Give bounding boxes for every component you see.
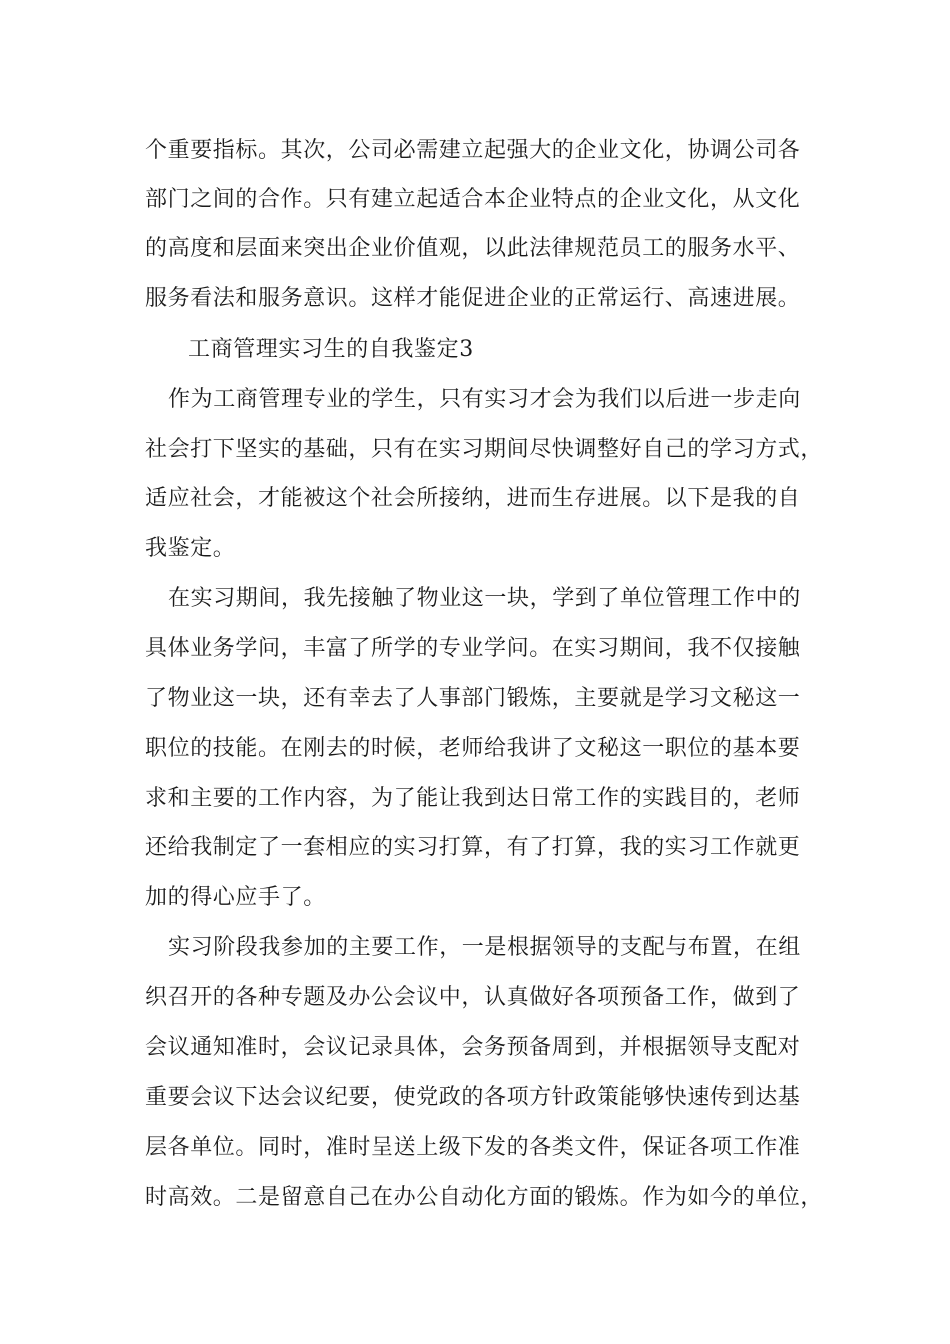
text-line: 个重要指标。其次，公司必需建立起强大的企业文化，协调公司各 [145, 138, 801, 163]
text-line: 社会打下坚实的基础，只有在实习期间尽快调整好自己的学习方式， [145, 437, 824, 462]
text-line: 适应社会，才能被这个社会所接纳，进而生存进展。以下是我的自 [145, 486, 801, 511]
text-line: 重要会议下达会议纪要，使党政的各项方针政策能够快速传到达基 [145, 1085, 801, 1110]
text-line: 了物业这一块，还有幸去了人事部门锻炼，主要就是学习文秘这一 [145, 686, 801, 711]
paragraph-first-line: 作为工商管理专业的学生，只有实习才会为我们以后进一步走向 [168, 387, 801, 412]
text-line: 时高效。二是留意自己在办公自动化方面的锻炼。作为如今的单位， [145, 1185, 824, 1210]
text-line: 层各单位。同时，准时呈送上级下发的各类文件，保证各项工作准 [145, 1135, 801, 1160]
text-line: 职位的技能。在刚去的时候，老师给我讲了文秘这一职位的基本要 [145, 736, 801, 761]
text-line: 会议通知准时，会议记录具体，会务预备周到，并根据领导支配对 [145, 1035, 801, 1060]
text-line: 加的得心应手了。 [145, 885, 326, 910]
text-line: 我鉴定。 [145, 536, 236, 561]
section-heading: 工商管理实习生的自我鉴定3 [188, 337, 474, 362]
text-line: 求和主要的工作内容，为了能让我到达日常工作的实践目的，老师 [145, 786, 801, 811]
text-line: 服务看法和服务意识。这样才能促进企业的正常运行、高速进展。 [145, 286, 801, 311]
paragraph-first-line: 在实习期间，我先接触了物业这一块，学到了单位管理工作中的 [168, 586, 801, 611]
text-line: 还给我制定了一套相应的实习打算，有了打算，我的实习工作就更 [145, 835, 801, 860]
text-line: 具体业务学问，丰富了所学的专业学问。在实习期间，我不仅接触 [145, 636, 801, 661]
text-line: 的高度和层面来突出企业价值观，以此法律规范员工的服务水平、 [145, 236, 801, 261]
paragraph-first-line: 实习阶段我参加的主要工作，一是根据领导的支配与布置，在组 [168, 935, 801, 960]
text-line: 部门之间的合作。只有建立起适合本企业特点的企业文化，从文化 [145, 187, 801, 212]
text-line: 织召开的各种专题及办公会议中，认真做好各项预备工作，做到了 [145, 985, 801, 1010]
